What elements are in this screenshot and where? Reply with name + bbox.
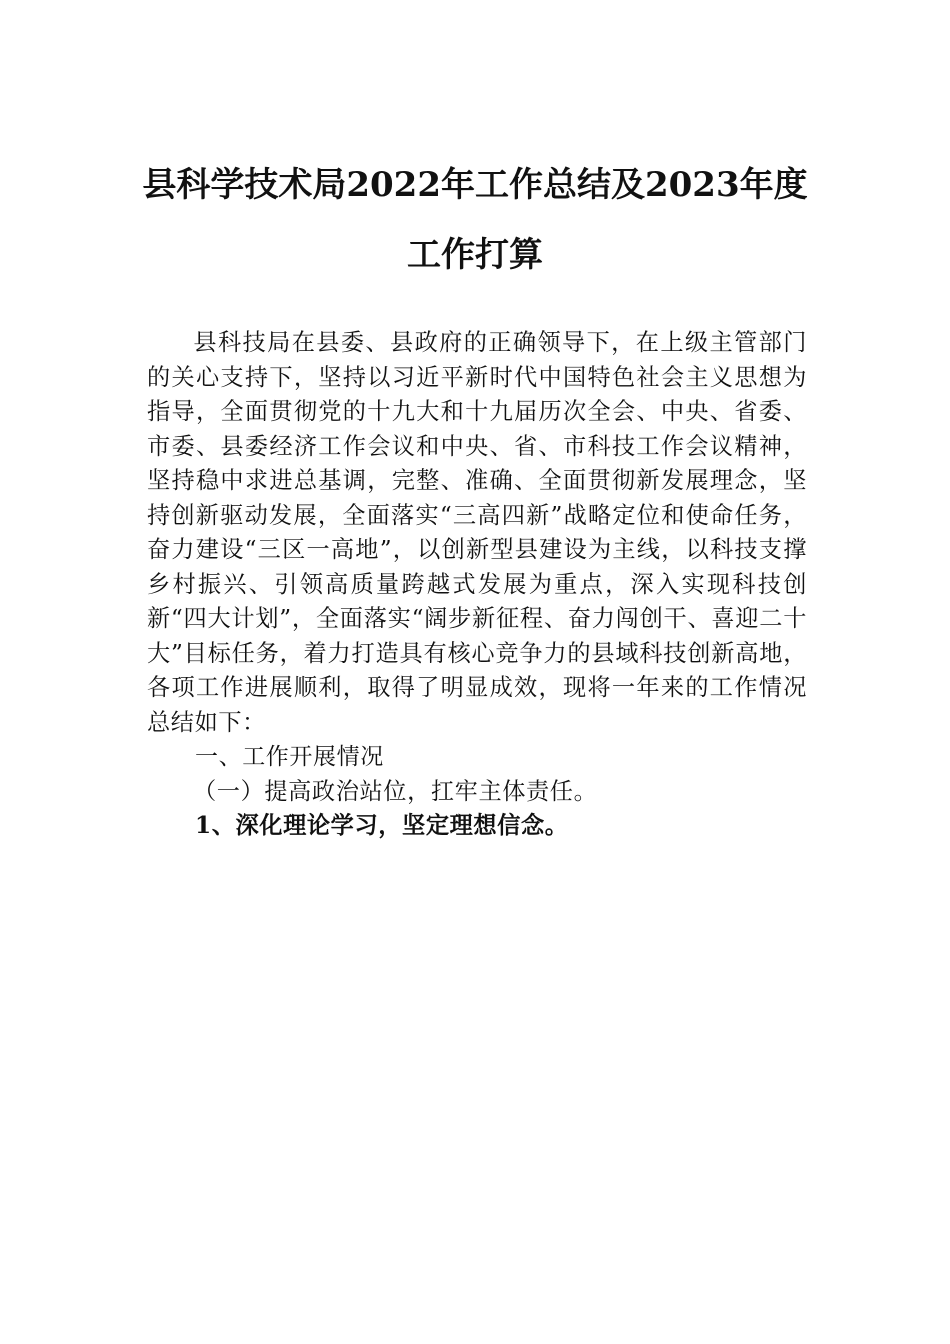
title-line-2: 工作打算 — [407, 235, 543, 275]
intro-paragraph: 县科技局在县委、县政府的正确领导下，在上级主管部门的关心支持下，坚持以习近平新时代中国特色社会主义思想为指导，全面贯彻党的十九大和十九届历次全会、中央、省委、市委、县委经济工作会议和中央、省、市科技工作会议精神，坚持稳中求进总基调，完整、准确、全面贯彻新发展理念，坚持创新驱动发展，全面落实“三高四新”战略定位和使命任务，奋力建设“三区一高地”，以创新型县建设为主线，以科技支撑乡村振兴、引领高质量跨越式发展为重点，深入实现科技创新“四大计划”，全面落实“阔步新征程、奋力闯创干、喜迎二十大”目标任务，着力打造具有核心竞争力的县域科技创新高地，各项工作进展顺利，取得了明显成效，现将一年来的工作情况总结如下： — [147, 329, 807, 736]
document-body — [147, 326, 807, 844]
title-line-1: 县科学技术局2022年工作总结及2023年度 — [142, 165, 808, 205]
document-title — [120, 150, 830, 290]
subsection-heading-1: （一）提高政治站位，扛牢主体责任。 — [193, 777, 598, 805]
item-heading-1: 1、深化理论学习，坚定理想信念。 — [195, 812, 569, 839]
section-heading-1: 一、工作开展情况 — [195, 744, 384, 770]
